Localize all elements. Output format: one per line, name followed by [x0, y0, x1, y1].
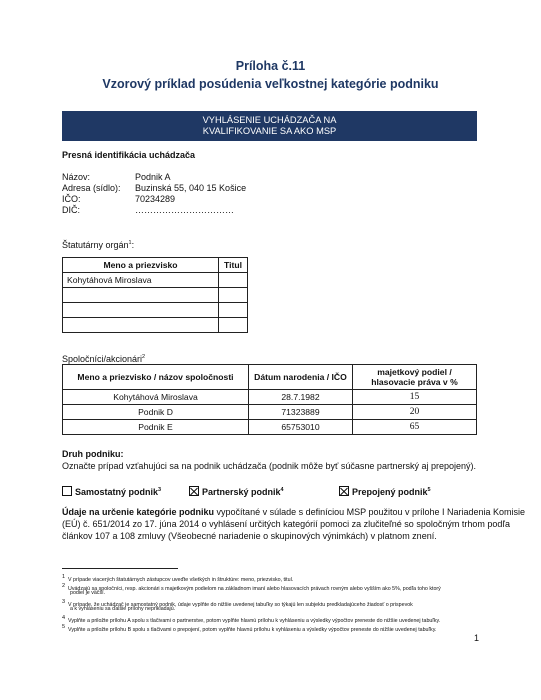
table-cell: 15	[353, 390, 477, 405]
table-cell	[63, 288, 219, 303]
ico-label: IČO:	[62, 194, 81, 204]
column-header: Meno a priezvisko / názov spoločnosti	[63, 365, 249, 390]
banner-line-2: KVALIFIKOVANIE SA AKO MSP	[202, 126, 337, 136]
footnote: $^2$ Uvádzajú sa spoločníci, resp. akcionári s majetkovým podielom na základnom imaní alebo hlasovacích právach rovným alebo vyšším ako 5%, podľa toho ktorý	[62, 583, 441, 592]
table-cell: Podnik D	[63, 405, 249, 420]
dic-label: DIČ:	[62, 205, 80, 215]
footnote-ref: 5	[427, 487, 431, 493]
table-row	[63, 405, 477, 420]
footnote-continuation: podiel je väčší.	[70, 590, 106, 596]
dic-value: ……………………………	[135, 205, 234, 215]
footnote-continuation: a k vyhláseniu sa ďalšie prílohy neprikladajú.	[70, 606, 176, 612]
name-label: Názov:	[62, 172, 91, 182]
table-cell	[219, 288, 248, 303]
partners-label: Spoločníci/akcionári$^2$	[62, 354, 146, 364]
table-cell: Kohytáhová Miroslava	[63, 390, 249, 405]
declaration-banner	[62, 111, 477, 141]
table-row	[63, 273, 248, 288]
checkbox-linked[interactable]	[339, 486, 349, 496]
table-cell	[219, 318, 248, 333]
table-row	[63, 303, 248, 318]
table-row	[63, 420, 477, 435]
column-header: Dátum narodenia / IČO	[249, 365, 353, 390]
partners-table	[62, 364, 477, 435]
table-cell	[219, 273, 248, 288]
enterprise-type-heading: Druh podniku:	[62, 449, 124, 459]
column-header: majetkový podiel / hlasovacie práva v %	[353, 365, 477, 390]
address-value: Buzinská 55, 040 15 Košice	[135, 183, 247, 193]
option-partner[interactable]: Partnerský podnik$^4$	[189, 485, 284, 498]
page-title: Vzorový príklad posúdenia veľkostnej kategórie podniku	[102, 77, 439, 91]
column-header: Meno a priezvisko	[63, 258, 219, 273]
table-header-row	[63, 258, 248, 273]
footnote: $^3$ V prípade, že uchádzač je samostatný podnik, údaje vyplňte do nižšie uvedenej tabuľky so týkajú len subjektu predkladajúceho žiadosť o prispevok	[62, 599, 413, 608]
table-cell: Kohytáhová Miroslava	[63, 273, 219, 288]
footnote: $^4$ Vyplňte a priložte prílohu A spolu s tlačivami o partnerstve, potom vyplňte hlavnú prílohu k vyhláseniu a výsledky výpočtov preneste do nižšie uvedenej tabuľky.	[62, 615, 441, 624]
table-cell: 20	[353, 405, 477, 420]
footnote-ref: 2	[142, 354, 146, 360]
appendix-number: Príloha č.11	[235, 59, 306, 73]
table-cell: 28.7.1982	[249, 390, 353, 405]
column-header: Titul	[219, 258, 248, 273]
table-cell	[63, 303, 219, 318]
table-row	[63, 318, 248, 333]
banner-line-1: VYHLÁSENIE UCHÁDZAČA NA	[202, 115, 337, 125]
table-cell	[219, 303, 248, 318]
checkbox-partner[interactable]	[189, 486, 199, 496]
ico-value: 70234289	[135, 194, 176, 204]
footnote-ref: 1	[128, 240, 132, 246]
footnote: $^1$ V prípade viacerých štatutárnych zástupcov uveďte všetkých in štruktúre: meno, priezvisko, titul.	[62, 574, 294, 583]
option-independent[interactable]: Samostatný podnik$^3$	[62, 485, 161, 498]
category-heading: Údaje na určenie kategórie podniku	[62, 507, 215, 517]
checkbox-independent[interactable]	[62, 486, 72, 496]
table-cell: 65	[353, 420, 477, 435]
table-row	[63, 390, 477, 405]
option-linked[interactable]: Prepojený podnik$^5$	[339, 485, 431, 498]
address-label: Adresa (sídlo):	[62, 183, 121, 193]
table-cell: 71323889	[249, 405, 353, 420]
table-cell: Podnik E	[63, 420, 249, 435]
footnote-ref: 3	[158, 487, 162, 493]
category-paragraph: Údaje na určenie kategórie podniku vypočítané v súlade s definíciou MSP použitou v prílohe I Nariadenia Komisie (EÚ) č. 651/2014 zo 17. júna 2014 o vyhlásení určitých kategórií pomoci za zlučiteľné so spoločným trhom podľa článkov 107 a 108 zmluvy (Všeobecné nariadenie o skupinových výnimkách) v platnom znení.	[62, 507, 526, 541]
enterprise-type-instruction: Označte prípad vzťahujúci sa na podnik uchádzača (podnik môže byť súčasne partnerský aj prepojený).	[62, 461, 476, 471]
name-value: Podnik A	[135, 172, 171, 182]
footnote: $^5$ Vyplňte a priložte prílohu B spolu s tlačivami o prepojení, potom vyplňte hlavnú prílohu k vyhláseniu a výsledky výpočtov preneste do nižšie uvedenej tabuľky.	[62, 624, 437, 633]
identification-heading: Presná identifikácia uchádzača	[62, 150, 196, 160]
footnote-separator	[62, 568, 178, 569]
table-cell	[63, 318, 219, 333]
statutory-label: Štatutárny orgán$^1$:	[62, 240, 135, 250]
statutory-table	[62, 257, 248, 333]
table-row	[63, 288, 248, 303]
table-cell: 65753010	[249, 420, 353, 435]
footnote-ref: 4	[280, 487, 284, 493]
page-number: 1	[474, 633, 480, 643]
table-header-row	[63, 365, 477, 390]
